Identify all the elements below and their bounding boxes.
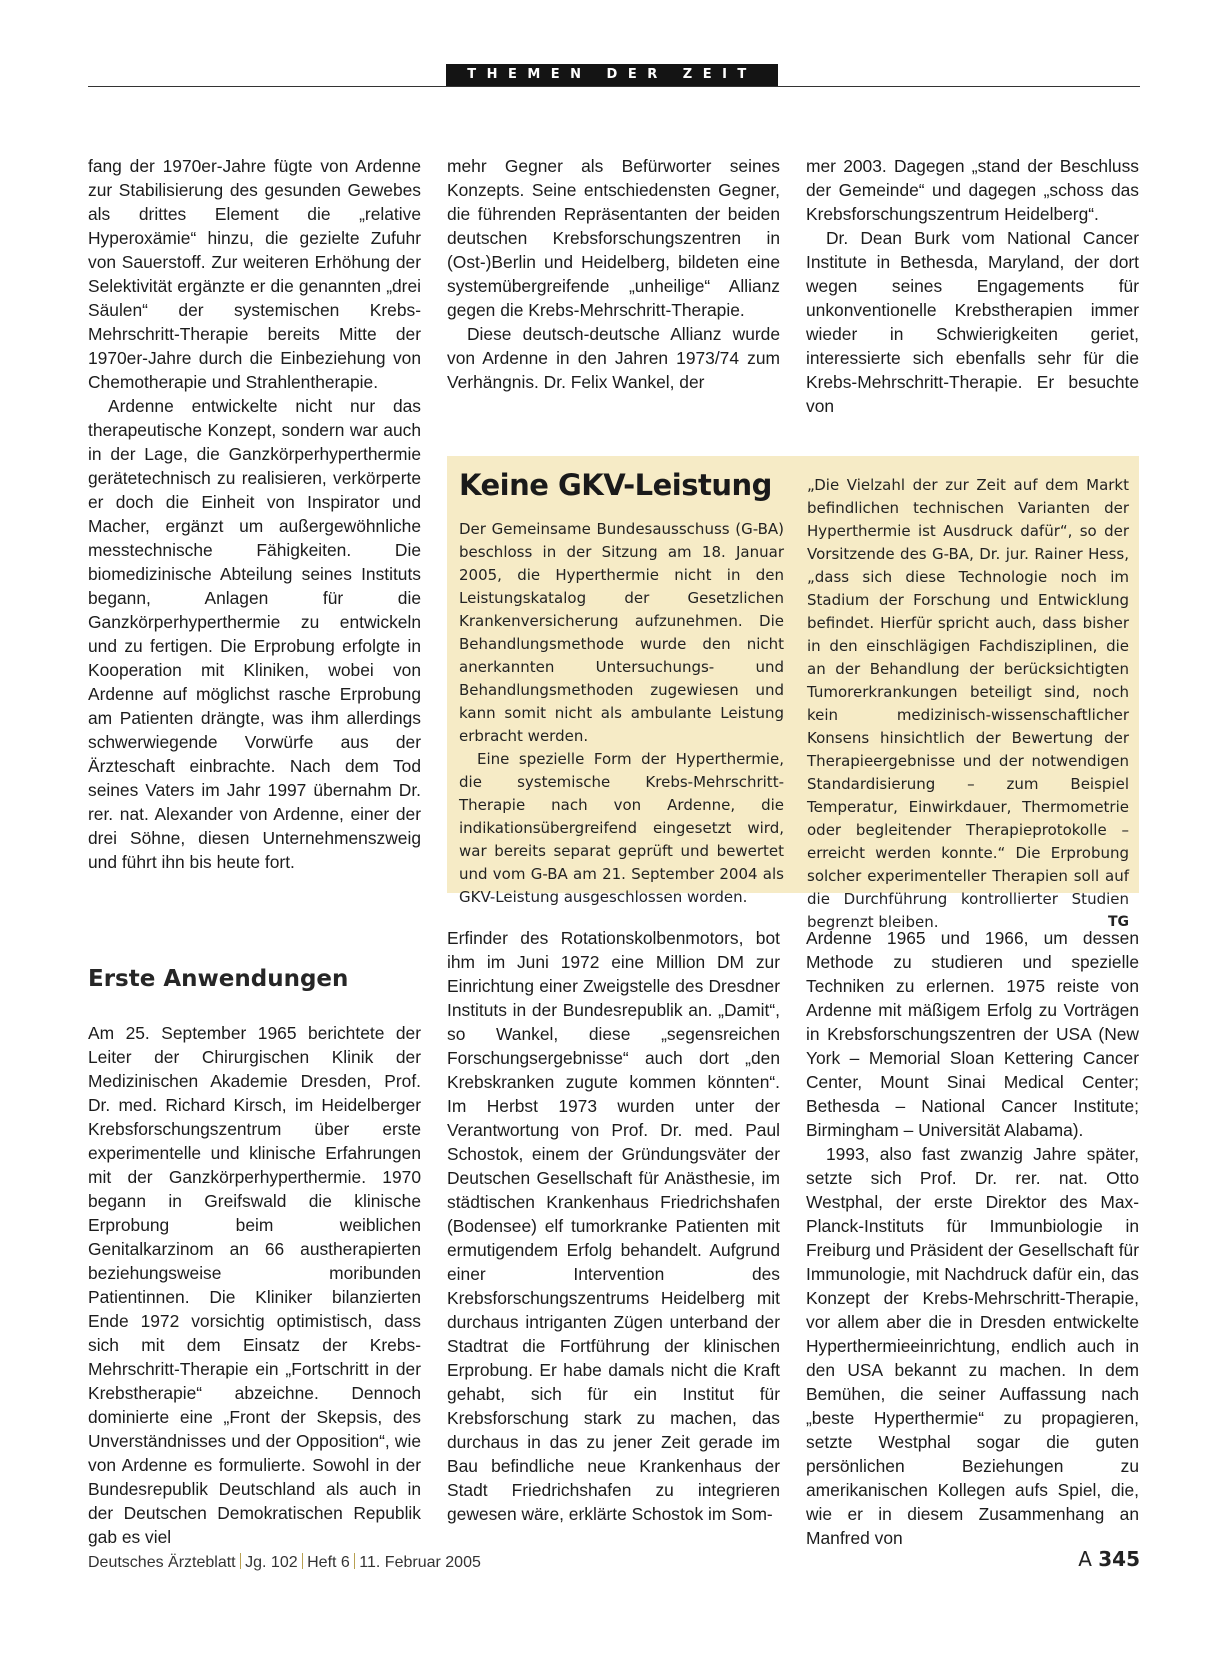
paragraph: mer 2003. Dagegen „stand der Beschluss der Gemeinde“ und dagegen „schoss das Krebsforschungszentrum Heidelberg“.: [806, 156, 1139, 224]
volume: Jg. 102: [245, 1554, 298, 1571]
page-prefix: A: [1078, 1547, 1092, 1571]
column-1-top: [88, 154, 421, 874]
page-number: [1078, 1547, 1140, 1571]
paragraph: Erfinder des Rotationskolbenmotors, bot ihm im Juni 1972 eine Million DM zur Einrichtung einer Zweigstelle des Dresdner Instituts in der Bundesrepublik an. „Damit“, so Wankel, diese „segensreichen Forschungsergebnisse“ auch dort „den Krebskranken zugute kommen könnten“. Im Herbst 1973 wurden unter der Verantwortung von Prof. Dr. med. Paul Schostok, einem der Gründungsväter der Deutschen Gesellschaft für Anästhesie, im städtischen Krankenhaus Friedrichshafen (Bodensee) elf tumorkranke Patienten mit ermutigendem Erfolg behandelt. Aufgrund einer Intervention des Krebsforschungszentrums Heidelberg mit durchaus intriganten Zügen unterband der Stadtrat die Fortführung der klinischen Erprobung. Er habe damals nicht die Kraft gehabt, sich für ein Institut für Krebsforschung stark zu machen, das durchaus in das zu jener Zeit gerade im Bau befindliche neue Krankenhaus der Stadt Friedrichshafen zu integrieren gewesen wäre, erklärte Schostok im Som-: [447, 928, 780, 1524]
author-signature: TG: [1107, 914, 1129, 930]
info-box: [447, 456, 1139, 931]
paragraph: Diese deutsch-deutsche Allianz wurde von Ardenne in den Jahren 1973/74 zum Verhängnis. Dr. Felix Wankel, der: [447, 324, 780, 392]
column-2-bottom: [447, 926, 780, 1526]
column-2-top: [447, 154, 780, 394]
separator: [240, 1553, 242, 1569]
info-box-column-1: [459, 518, 784, 909]
paragraph: mehr Gegner als Befürworter seines Konzepts. Seine entschiedensten Gegner, die führenden Repräsentanten der beiden deutschen Krebsforschungszentren in (Ost-)Berlin und Heidelberg, bildeten eine systemübergreifende „unheilige“ Allianz gegen die Krebs-Mehrschritt-Therapie.: [447, 156, 780, 320]
separator: [354, 1553, 356, 1569]
info-paragraph: [807, 474, 1129, 934]
separator: [302, 1553, 304, 1569]
column-3-bottom: [806, 926, 1139, 1550]
paragraph: fang der 1970er-Jahre fügte von Ardenne zur Stabilisierung des gesunden Gewebes als drittes Element die „relative Hyperoxämie“ hinzu, die gezielte Zufuhr von Sauerstoff. Zur weiteren Erhöhung der Selektivität ergänzte er die genannten „drei Säulen“ der systemischen Krebs-Mehrschritt-Therapie bereits Mitte der 1970er-Jahre durch die Einbeziehung von Chemotherapie und Strahlentherapie.: [88, 156, 421, 392]
info-paragraph: Der Gemeinsame Bundesausschuss (G-BA) beschloss in der Sitzung am 18. Januar 2005, die Hyperthermie nicht in den Leistungskatalog der Gesetzlichen Krankenversicherung aufzunehmen. Die Behandlungsmethode wurde den nicht anerkannten Untersuchungs- und Behandlungsmethoden zugewiesen und kann somit nicht als ambulante Leistung erbracht werden.: [459, 520, 784, 745]
page-number-value: 345: [1098, 1547, 1140, 1571]
section-header: THEMEN DER ZEIT: [446, 64, 778, 86]
header-rule: [88, 86, 1140, 87]
info-box-title: Keine GKV-Leistung: [459, 468, 772, 502]
section-subheading: Erste Anwendungen: [88, 966, 349, 992]
info-box-column-2: [807, 474, 1129, 934]
issue: Heft 6: [307, 1554, 350, 1571]
column-3-top: [806, 154, 1139, 418]
paragraph: Dr. Dean Burk vom National Cancer Institute in Bethesda, Maryland, der dort wegen seines Engagements für unkonventionelle Krebstherapien immer wieder in Schwierigkeiten geriet, interessierte sich ebenfalls sehr für die Krebs-Mehrschritt-Therapie. Er besuchte von: [806, 228, 1139, 416]
paragraph: Ardenne 1965 und 1966, um dessen Methode zu studieren und spezielle Techniken zu erlernen. 1975 reiste von Ardenne mit mäßigem Erfolg zu Vorträgen in Krebsforschungszentren der USA (New York – Memorial Sloan Kettering Cancer Center, Mount Sinai Medical Center; Bethesda – National Cancer Institute; Birmingham – Universität Alabama).: [806, 928, 1139, 1140]
paragraph: 1993, also fast zwanzig Jahre später, setzte sich Prof. Dr. rer. nat. Otto Westphal, der erste Direktor des Max-Planck-Instituts für Immunbiologie in Freiburg und Präsident der Gesellschaft für Immunologie, mit Nachdruck dafür ein, das Konzept der Krebs-Mehrschritt-Therapie, vor allem aber die in Dresden entwickelte Hyperthermieeinrichtung, endlich auch in den USA bekannt zu machen. In dem Bemühen, die seiner Auffassung nach „beste Hyperthermie“ zu propagieren, setzte Westphal sogar die guten persönlichen Beziehungen zu amerikanischen Kollegen aufs Spiel, die, wie er in diesem Zusammenhang an Manfred von: [806, 1144, 1139, 1548]
info-paragraph: Eine spezielle Form der Hyperthermie, die systemische Krebs-Mehrschritt-Therapie nach von Ardenne, die indikationsübergreifend eingesetzt wird, war bereits separat geprüft und bewertet und vom G-BA am 21. September 2004 als GKV-Leistung ausgeschlossen worden.: [459, 750, 784, 906]
column-1-bottom: [88, 1021, 421, 1549]
page-footer: [88, 1547, 1140, 1577]
footer-citation: [88, 1553, 481, 1572]
paragraph: Ardenne entwickelte nicht nur das therapeutische Konzept, sondern war auch in der Lage, die Ganzkörperhyperthermie gerätetechnisch zu realisieren, verkörperte er doch die Einheit von Inspirator und Macher, ergänzt um außergewöhnliche messtechnische Fähigkeiten. Die biomedizinische Abteilung seines Instituts begann, Anlagen für die Ganzkörperhyperthermie zu entwickeln und zu fertigen. Die Erprobung erfolgte in Kooperation mit Kliniken, wobei von Ardenne auf möglichst rasche Erprobung am Patienten drängte, was ihm allerdings schwerwiegende Vorwürfe aus der Ärzteschaft einbrachte. Nach dem Tod seines Vaters im Jahr 1997 übernahm Dr. rer. nat. Alexander von Ardenne, einer der drei Söhne, diesen Unternehmenszweig und führt ihn bis heute fort.: [88, 396, 421, 872]
journal-name: Deutsches Ärzteblatt: [88, 1554, 236, 1571]
info-quote-text: „Die Vielzahl der zur Zeit auf dem Markt befindlichen technischen Varianten der Hyperthermie ist Ausdruck dafür“, so der Vorsitzende des G-BA, Dr. jur. Rainer Hess, „dass sich diese Technologie noch im Stadium der Forschung und Entwicklung befindet. Hierfür spricht auch, dass bisher in den einschlägigen Fachdisziplinen, die an der Behandlung der berücksichtigten Tumorerkrankungen beteiligt sind, noch kein medizinisch-wissenschaftlicher Konsens hinsichtlich der Bewertung der Therapieergebnisse und der notwendigen Standardisierung – zum Beispiel Temperatur, Einwirkdauer, Thermometrie oder begleitender Therapieprotokolle – erreicht werden konnte.“ Die Erprobung solcher experimenteller Therapien soll auf die Durchführung kontrollierter Studien begrenzt bleiben.: [807, 476, 1129, 931]
issue-date: 11. Februar 2005: [359, 1554, 481, 1571]
paragraph: Am 25. September 1965 berichtete der Leiter der Chirurgischen Klinik der Medizinischen Akademie Dresden, Prof. Dr. med. Richard Kirsch, im Heidelberger Krebsforschungszentrum über erste experimentelle und klinische Erfahrungen mit der Ganzkörperhyperthermie. 1970 begann in Greifswald die klinische Erprobung beim weiblichen Genitalkarzinom an 66 austherapierten beziehungsweise moribunden Patientinnen. Die Kliniker bilanzierten Ende 1972 vorsichtig optimistisch, dass sich mit dem Einsatz der Krebs-Mehrschritt-Therapie ein „Fortschritt in der Krebstherapie“ abzeichne. Dennoch dominierte eine „Front der Skepsis, des Unverständnisses und der Opposition“, wie von Ardenne es formulierte. Sowohl in der Bundesrepublik Deutschland als auch in der Deutschen Demokratischen Republik gab es viel: [88, 1023, 421, 1547]
